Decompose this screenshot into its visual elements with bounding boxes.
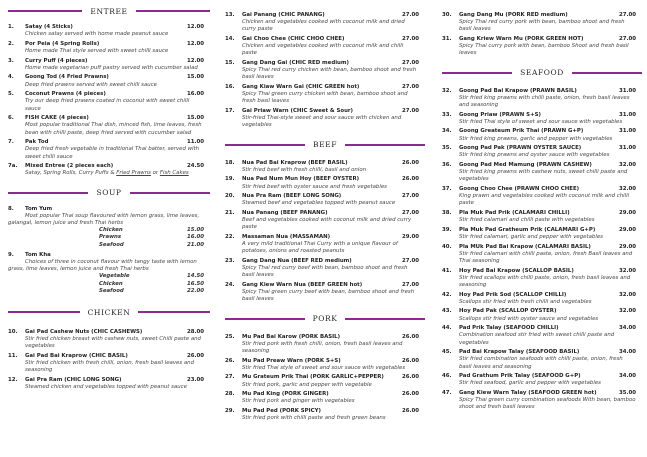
item-number: 46. [442,373,452,380]
item-number: 13. [225,12,235,18]
item-name: Gai Choo Chee (CHIC CHOO CHEE) [242,36,345,42]
item-name: Hoy Pad Prik Sod (SCALLOP CHILLI) [459,291,567,298]
menu-item [8,329,210,351]
pork-list [225,334,425,423]
item-description: Spicy Thai red curry pork with bean, bamboo shoot and fresh basil leaves [459,19,625,33]
item-price: 15.00 [186,74,204,81]
item-description: Stir fried king prawns with chilli paste, onion, fresh basil leaves and seasoning [459,94,630,109]
item-number: 38. [442,210,452,216]
menu-column-2 [225,12,425,425]
menu-item [225,60,425,82]
item-name: Nua Pad Num Mun Hoy (BEEF OYSTER) [242,176,360,183]
item-description: Stir fried chicken with fresh chilli, onion, fresh basil leaves and seasoning [25,360,195,374]
seafood-list [442,88,642,412]
item-number: 12. [8,377,18,384]
item-name: Gai Pad Bai Kraprow (CHIC BASIL) [25,353,128,360]
item-description: Stir fried king prawns with cashew nuts, sweet chilli paste and vegetables [459,169,628,183]
soup-list [8,206,210,295]
item-description: Stir fried scallops with chilli paste, onion, fresh basil leaves and seasoning [459,274,631,288]
divider-line [225,318,305,320]
item-number: 15. [225,60,235,66]
item-price: 29.00 [618,243,636,250]
divider-line [345,144,425,146]
menu-item [442,268,642,290]
menu-item [442,244,642,266]
item-number: 1. [8,24,14,30]
item-description: Beef and vegetables cooked with coconut milk and dried curry paste [242,217,412,231]
menu-item [442,162,642,184]
item-number: 26. [225,357,235,364]
item-number: 40. [442,243,452,250]
menu-item [442,186,642,208]
item-number: 19. [225,176,235,183]
item-price: 34.00 [618,373,636,380]
item-description: Scallops stir fried with fresh chilli and vegetables [459,298,592,305]
menu-item [8,74,210,88]
item-name: Tom Yum [25,205,53,212]
item-description: Stir fried pork with fresh chilli, onion, fresh basil leaves and seasoning [242,340,403,355]
menu-item [8,353,210,375]
menu-item [442,227,642,241]
item-number: 22. [225,234,235,240]
item-price: 27.00 [401,12,419,18]
item-price: 27.00 [618,12,636,18]
item-name: Gai Pad Cashew Nuts (CHIC CASHEWS) [25,329,143,336]
item-price: 26.00 [401,391,419,398]
variant-row [8,242,210,249]
item-price: 12.00 [186,24,204,30]
item-description: Stir fried beef with fresh chilli, basil and onion [242,166,367,173]
divider-line [225,144,305,146]
item-price: 35.00 [618,389,636,396]
item-name: Coconut Prawns (4 pieces) [25,91,106,98]
item-price: 28.00 [186,329,204,336]
divider-line [8,311,80,313]
item-name: Hoy Pad Bai Krapow (SCALLOP BASIL) [459,267,574,274]
variant-row [8,234,210,241]
section-title: SOUP [96,188,122,198]
divider-line [345,318,425,320]
item-name: Goong Pad Pak (PRAWN OYSTER SAUCE) [459,145,582,152]
item-price: 27.00 [401,193,419,200]
variant-row [8,273,210,280]
menu-item [8,377,210,391]
item-price: 26.00 [401,374,419,381]
section-title: BEEF [312,140,338,150]
item-price: 23.00 [186,377,204,384]
item-name: Nua Pad Bai Kraprow (BEEF BASIL) [242,159,348,166]
menu-item [8,58,210,72]
item-name: Tom Kha [25,251,51,258]
item-description: King prawn and vegetables cooked with coconut milk and chilli paste [459,193,630,207]
item-number: 5. [8,91,14,98]
menu-item [442,373,642,387]
item-number: 10. [8,329,18,336]
item-number: 9. [8,251,14,258]
item-description: Deep fried prawns served with sweet chilli sauce [25,81,157,88]
menu-column-1 [8,0,210,394]
menu-item [225,374,425,388]
item-name: Nua Panang (BEEF PANANG) [242,210,328,216]
item-name: Pad Grathum Prik Talay (SEAFOOD G+P) [459,373,581,380]
item-description: Chicken satay served with home made peanut sauce [25,31,169,38]
underlined-option: Fish Cakes [159,170,189,177]
chicken-list [8,329,210,391]
menu-item [442,12,642,34]
item-price: 27.00 [401,210,419,216]
menu-item [442,390,642,412]
item-number: 37. [442,186,452,192]
menu-item [442,349,642,371]
menu-item [442,308,642,322]
item-price: 15.00 [186,115,204,122]
item-name: Gang Kiew Warn Nua (BEEF GREEN hot) [242,282,363,288]
item-description: Stir fried king prawns and oyster sauce with vegetables [459,152,610,159]
item-name: Gang Kiew Warn Talay (SEAFOOD GREEN hot) [459,389,597,396]
item-name: Gai Priaw Warn (CHIC Sweet & Sour) [242,108,354,114]
soup-item [8,206,210,249]
item-description: Spicy Thai red curry chicken with bean, bamboo shoot and fresh basil leaves [242,67,417,81]
item-name: Pla Muk Pad Gratheum Prik (CALAMARI G+P) [459,226,596,233]
item-number: 27. [225,374,235,381]
item-price: 24.50 [186,163,204,170]
menu-item [442,88,642,110]
menu-item [442,36,642,58]
menu-item [8,41,210,55]
item-price: 29.00 [618,210,636,216]
section-header-soup [8,186,210,200]
beef-list [225,160,425,304]
item-description: Chicken and vegetables cooked with coconut milk and chilli paste [242,43,404,57]
menu-item [225,84,425,106]
section-title: CHICKEN [87,307,131,317]
item-name: Goong Tod (4 Fried Prawns) [25,74,109,81]
item-description: A very mild traditional Thai Curry with a unique flavour of potatoes, onions and roasted peanuts [242,241,398,255]
variant-price: 15.00 [186,227,204,234]
item-name: Goong Pad Med Mamung (PRAWN CASHEW) [459,162,592,168]
item-description: Stir fried pork, garlic and pepper with vegetable [242,381,372,388]
item-name: Hoy Pad Pak (SCALLOP OYSTER) [459,308,557,315]
variant-name: Seafood [99,287,124,294]
item-price: 27.00 [401,282,419,288]
item-number: 2. [8,40,14,47]
item-price: 32.00 [618,162,636,168]
soup-item [8,252,210,295]
item-name: Gang Dang Nua (BEEF RED medium) [242,258,352,264]
item-name: Mu Pad Ped (PORK SPICY) [242,408,321,414]
item-number: 7. [8,139,14,146]
item-name: Gang Dang Gai (CHIC RED medium) [242,60,349,66]
variant-name: Chicken [99,227,123,234]
item-name: Gai Pra Ram (CHIC LONG SONG) [25,377,122,384]
item-price: 12.00 [186,57,204,64]
item-name: Pad Prik Talay (SEAFOOD CHILLI) [459,325,559,332]
item-description: Stir fried Thai style of sweet and sour sauce with vegetables [459,118,623,125]
divider-line [8,192,88,194]
item-price: 26.00 [401,408,419,414]
item-description: Stir fried king prawns, garlic and pepper with vegetables [459,135,613,142]
item-description: Spicy Thai green curry beef with bean, bamboo shoot and fresh basil leaves [242,289,415,303]
variant-row [8,288,210,295]
item-number: 24. [225,282,235,288]
item-price: 32.00 [618,267,636,274]
item-number: 45. [442,349,452,356]
item-name: Massaman Nua (MASSAMAN) [242,234,331,240]
menu-item [225,176,425,190]
item-number: 41. [442,267,452,274]
item-number: 18. [225,159,235,166]
section-header-chicken [8,305,210,319]
item-price: 32.00 [618,308,636,315]
item-number: 4. [8,74,14,81]
item-price: 31.00 [618,111,636,118]
item-description: Home made vegetarian puff pastry served with cucumber salad [25,64,198,71]
item-description: Chicken and vegetables cooked with coconut milk and dried curry paste [242,19,405,33]
item-description: Spicy Thai green curry combination seafoods With bean, bamboo shoot and fresh basil leaves [459,397,636,411]
section-header-seafood [442,66,642,80]
item-price: 32.00 [618,291,636,298]
item-description: Stir-fried Thai-style sweet and sour sauce with chicken and vegetables [242,115,402,129]
item-price: 27.00 [401,258,419,264]
variant-name: Vegetable [99,273,130,280]
item-name: Pak Tod [25,139,49,146]
variant-name: Prawns [99,234,122,241]
pork-list-continued [442,12,642,58]
item-name: Mu Grateum Prik Thai (PORK GARLIC+PEPPER) [242,374,384,381]
item-number: 14. [225,36,235,42]
divider-line [572,72,642,74]
item-description: Scallops stir fried with oyster sauce and vegetables [459,315,599,322]
item-description: Deep fried fresh vegetable in traditional Thai batter, served with sweet chilli sauce [25,146,200,160]
item-number: 35. [442,145,452,152]
menu-item [225,334,425,356]
item-name: Goong Pad Bai Krapow (PRAWN BASIL) [459,87,577,94]
section-title: PORK [312,314,338,324]
item-number: 3. [8,57,14,64]
variant-row [8,227,210,234]
menu-item [442,325,642,347]
item-description: Stir fried pork and ginger with vegetables [242,398,355,405]
item-name: Mu Pad King (PORK GINGER) [242,391,329,398]
item-name: Satay (4 Sticks) [25,24,73,30]
entree-list [8,24,210,178]
menu-item [8,163,210,177]
item-description: Try our deep fried prawns coated in coconut with sweet chilli sauce [25,98,190,112]
description-text: or [150,170,160,177]
variant-name: Seafood [99,241,124,248]
variant-price: 22.00 [186,287,204,294]
item-price: 26.00 [401,159,419,166]
item-name: Mu Pad Preaw Warn (PORK S+S) [242,357,341,364]
item-number: 44. [442,325,452,332]
menu-item [225,282,425,304]
item-number: 8. [8,205,14,212]
item-description: Spicy Thai curry pork with bean, bamboo Shoot and fresh basil leaves [459,43,629,57]
item-description: Most popular traditional Thai dish, minced fish, lime leaves, fresh bean with chilli paste, deep fried served with cucumber salad [25,122,202,136]
chicken-list-continued [225,12,425,130]
divider-line [136,10,210,12]
menu-item [225,210,425,232]
item-name: Mu Pad Bai Karow (PORK BASIL) [242,333,341,340]
item-price: 26.00 [401,357,419,364]
menu-item [225,234,425,256]
item-number: 20. [225,193,235,200]
section-header-entree [8,4,210,18]
item-description: Steamed beef and vegetables topped with peanut sauce [242,200,396,207]
soup-heading [8,206,210,213]
item-price: 34.00 [618,325,636,332]
divider-line [138,311,210,313]
section-title: SEAFOOD [520,68,564,78]
item-price: 31.00 [618,87,636,94]
item-price: 32.00 [618,186,636,192]
variant-price: 21.00 [186,241,204,248]
variant-price: 16.00 [186,234,204,241]
item-price: 26.00 [186,353,204,360]
menu-item [225,36,425,58]
item-description: Stir fried combination seafoods with chilli paste, onion, fresh basil leaves and seasoning [459,356,623,370]
menu-item [225,12,425,34]
item-description: Stir fried calamari, garlic and pepper with vegetables [459,234,603,240]
item-price: 27.00 [401,84,419,90]
item-number: 43. [442,308,452,315]
menu-item [225,408,425,422]
item-price: 26.00 [401,333,419,340]
variant-name: Chicken [99,280,123,287]
item-description: Stir fried beef with oyster sauce and fresh vegetables [242,183,387,190]
item-description: Stir fried Thai style of sweet and sour sauce with vegetables [242,364,406,371]
item-price: 27.00 [401,60,419,66]
item-description: Steamed chicken and vegetables topped with peanut sauce [25,384,187,391]
menu-item [442,128,642,142]
item-name: Gang Dang Mu (PORK RED medium) [459,12,568,18]
soup-heading [8,252,210,259]
menu-item [225,391,425,405]
item-name: Curry Puff (4 pieces) [25,57,88,64]
item-number: 6. [8,115,14,122]
item-number: 30. [442,12,452,18]
menu-item [8,24,210,38]
item-number: 23. [225,258,235,264]
menu-item [442,145,642,159]
item-description [8,170,210,177]
item-name: Pad Bai Krapow Talay (SEAFOOD BASIL) [459,349,580,356]
underlined-option: Fried Prawns [116,170,151,177]
item-description: Choices of three in coconut flavour with tangy taste with lemon grass, lime leaves, lemon juice and fresh Thai herbs [8,259,197,273]
description-text: Satay, Spring Rolls, Curry Puffs & [25,170,117,177]
item-price: 27.00 [618,36,636,42]
divider-line [442,72,512,74]
item-number: 36. [442,162,452,168]
item-description: Most popular Thai soup flavoured with lemon grass, lime leaves, galangal, lemon juice and fresh Thai herbs [8,212,200,226]
item-number: 16. [225,84,235,90]
divider-line [8,10,82,12]
item-description: Combination seafood stir fried with sweet chilli paste and vegetables [459,332,615,346]
menu-item [8,115,210,137]
item-number: 33. [442,111,452,118]
item-description: Spicy Thai red curry beef with bean, bamboo shoot and fresh basil leaves [242,265,408,279]
item-price: 29.00 [401,234,419,240]
menu-item [8,139,210,161]
item-price: 34.00 [618,349,636,356]
item-description: Spicy Thai green curry chicken with bean, bamboo shoot and fresh basil leaves [242,91,408,105]
item-number: 21. [225,210,235,216]
variant-price: 16.50 [186,280,204,287]
item-name: Mixed Entree (2 pieces each) [25,163,114,170]
item-description: Home made Thai style served with sweet chilli sauce [25,48,169,54]
item-price: 31.00 [618,128,636,135]
item-price: 27.00 [401,108,419,114]
menu-item [225,108,425,130]
item-number: 17. [225,108,235,114]
item-name: Por Peia (4 Spring Rolls) [25,40,100,47]
item-name: Goong Choo Chee (PRAWN CHOO CHEE) [459,186,580,192]
section-header-beef [225,138,425,152]
menu-item [8,91,210,113]
item-price: 16.00 [186,91,204,98]
variant-price: 14.50 [186,273,204,280]
item-name: Goong Greateum Prik Thai (PRAWN G+P) [459,128,584,135]
item-price: 29.00 [618,226,636,233]
item-name: FISH CAKE (4 pieces) [25,115,89,122]
item-name: Gang Kiaw Warn Gai (CHIC GREEN hot) [242,84,360,90]
menu-column-3 [442,12,642,414]
item-price: 11.00 [186,139,204,146]
menu-item [442,210,642,224]
item-name: Gang Kriew Warn Mu (PORK GREEN HOT) [459,36,584,42]
item-number: 47. [442,389,452,396]
item-number: 28. [225,391,235,398]
item-description: Stir fried seafood, garlic and pepper with vegetables [459,380,601,387]
item-number: 31. [442,36,452,42]
menu-item [225,358,425,372]
item-description: Stir fried pork with chilli paste and fresh green beans [242,415,386,422]
item-description: Stir fried calamari with chilli paste, onion, fresh Basil leaves and Thai seasoning [459,250,633,264]
variant-row [8,281,210,288]
item-price: 31.00 [618,145,636,152]
menu-item [442,112,642,126]
section-header-pork [225,312,425,326]
item-price: 26.00 [401,176,419,183]
item-name: Pla Muk Pad Prik (CALAMARI CHILLI) [459,210,570,216]
item-description: Stir fried chicken breast with cashew nuts, sweet Chilli paste and vegetables [25,336,201,350]
menu-item [225,193,425,207]
section-title: ENTREE [90,6,128,16]
item-number: 32. [442,87,452,94]
item-name: Gai Panang (CHIC PANANG) [242,12,325,18]
item-number: 42. [442,291,452,298]
item-number: 39. [442,226,452,233]
item-number: 11. [8,353,18,360]
item-number: 34. [442,128,452,135]
menu-item [442,292,642,306]
item-number: 25. [225,333,235,340]
item-number: 7a. [8,163,18,170]
menu-item [225,258,425,280]
item-name: Goong Priaw (PRAWN S+S) [459,111,541,118]
item-name: Nua Pra Ram (BEEF LONG SONG) [242,193,342,200]
item-name: Pla MUk Pad Bai Krapow (CALAMARI BASIL) [459,243,591,250]
item-description: Stir fried calamari and chilli paste with vegetables [459,217,595,224]
menu-item [225,160,425,174]
item-price: 27.00 [401,36,419,42]
divider-line [130,192,210,194]
item-number: 29. [225,408,235,414]
item-price: 12.00 [186,40,204,47]
